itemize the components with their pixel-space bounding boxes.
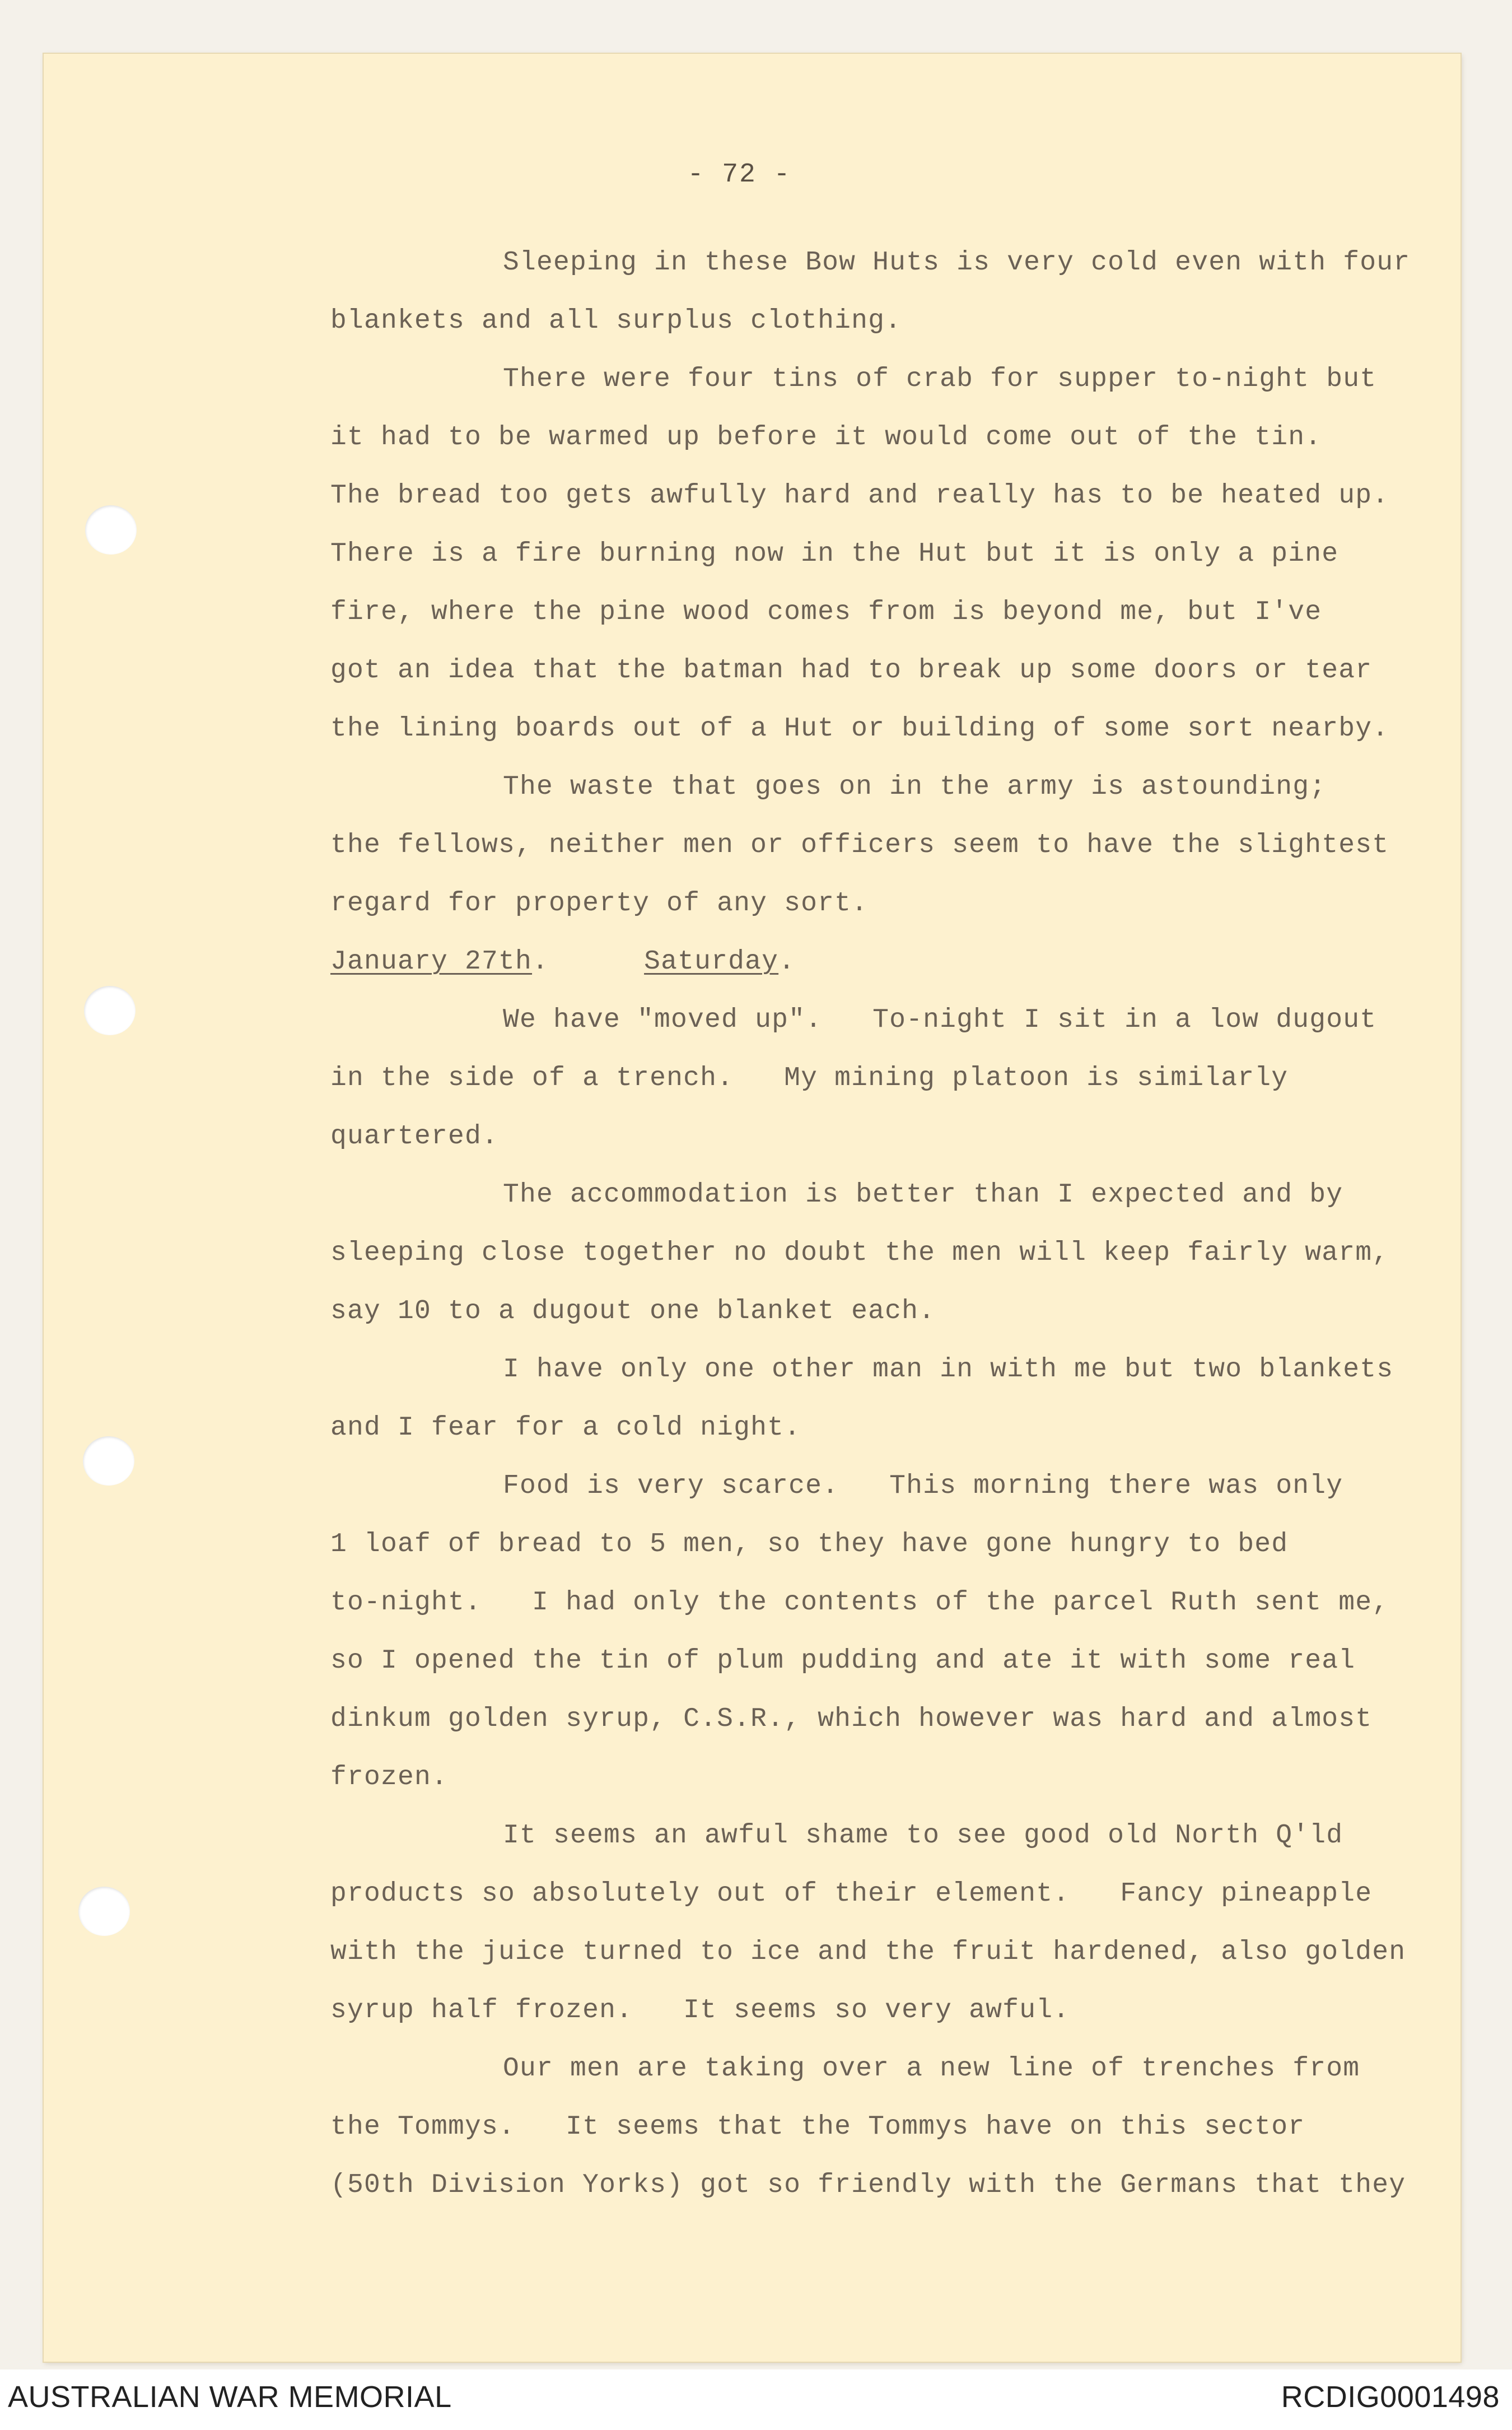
text-line: There were four tins of crab for supper to-night but [503,364,1377,394]
text-line: syrup half frozen. It seems so very awful. [330,1995,1070,2026]
punch-hole [83,1436,134,1486]
entry-date-suffix: . [532,947,549,977]
text-line: I have only one other man in with me but two blankets [503,1354,1394,1385]
text-line: and I fear for a cold night. [330,1413,801,1443]
text-line: sleeping close together no doubt the men will keep fairly warm, [330,1238,1389,1268]
text-line: We have "moved up". To-night I sit in a low dugout [503,1005,1377,1035]
footer-reference: RCDIG0001498 [1281,2380,1500,2414]
text-line: The accommodation is better than I expected and by [503,1180,1343,1210]
entry-date: January 27th [330,947,533,977]
text-line: (50th Division Yorks) got so friendly with the Germans that they [330,2170,1406,2200]
text-line: Food is very scarce. This morning there was only [503,1471,1343,1501]
punch-hole [84,986,136,1035]
text-line: got an idea that the batman had to break up some doors or tear [330,655,1373,686]
text-line: It seems an awful shame to see good old North Q'ld [503,1821,1343,1851]
text-line: it had to be warmed up before it would come out of the tin. [330,422,1322,453]
text-line: dinkum golden syrup, C.S.R., which however was hard and almost [330,1704,1373,1734]
text-line: Our men are taking over a new line of trenches from [503,2054,1360,2084]
punch-hole [78,1887,130,1936]
text-line: the lining boards out of a Hut or building of some sort nearby. [330,714,1389,744]
date-heading [330,946,1445,1004]
page-number: - 72 - [687,160,791,190]
entry-day: Saturday [644,947,779,977]
text-line: so I opened the tin of plum pudding and ate it with some real [330,1646,1356,1676]
text-line: quartered. [330,1121,499,1152]
text-line: 1 loaf of bread to 5 men, so they have gone hungry to bed [330,1529,1289,1560]
text-line: frozen. [330,1762,449,1793]
text-line: There is a fire burning now in the Hut but it is only a pine [330,539,1339,569]
footer-institution: AUSTRALIAN WAR MEMORIAL [8,2380,452,2414]
text-line: The bread too gets awfully hard and really has to be heated up. [330,481,1389,511]
text-line: with the juice turned to ice and the fruit hardened, also golden [330,1937,1406,1967]
text-line: blankets and all surplus clothing. [330,306,902,336]
text-line: say 10 to a dugout one blanket each. [330,1296,936,1326]
text-line: fire, where the pine wood comes from is beyond me, but I've [330,597,1322,627]
text-line: regard for property of any sort. [330,888,869,919]
text-line: the Tommys. It seems that the Tommys have on this sector [330,2112,1305,2142]
text-line: products so absolutely out of their element. Fancy pineapple [330,1879,1373,1909]
text-line: Sleeping in these Bow Huts is very cold even with four [503,248,1411,278]
text-line: The waste that goes on in the army is astounding; [503,772,1327,802]
entry-day-suffix: . [778,947,796,977]
text-line: in the side of a trench. My mining platoon is similarly [330,1063,1289,1093]
diary-text [330,246,1445,2227]
text-line: to-night. I had only the contents of the parcel Ruth sent me, [330,1588,1389,1618]
text-line: the fellows, neither men or officers seem to have the slightest [330,830,1389,860]
punch-hole [85,505,137,555]
